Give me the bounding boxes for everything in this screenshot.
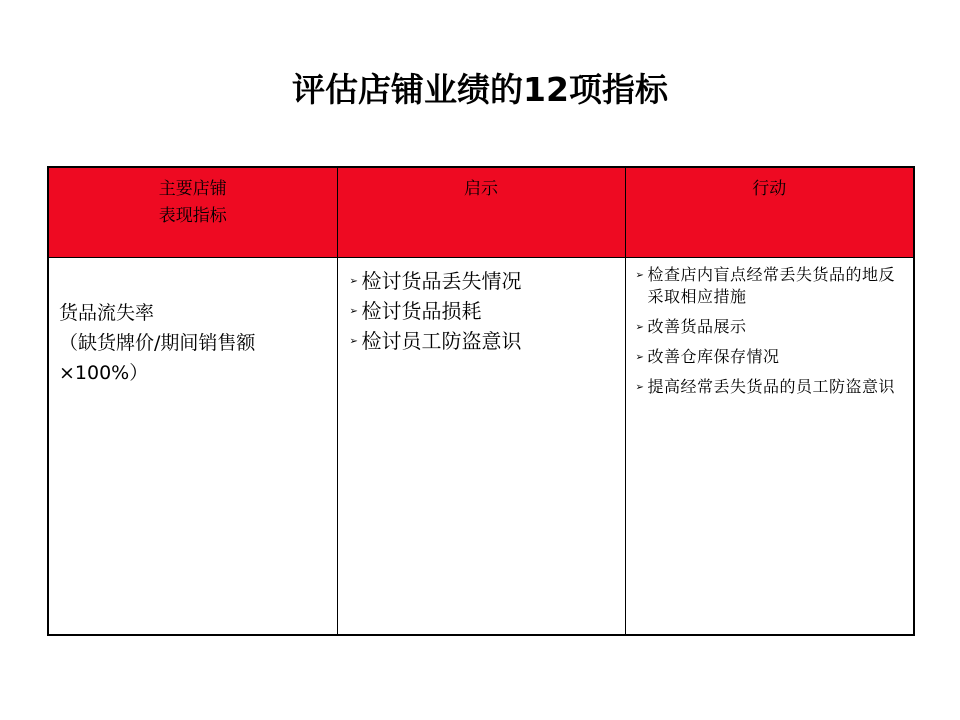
insight-text: 检讨货品丢失情况 (361, 268, 522, 293)
header-metric (48, 167, 337, 257)
list-item (636, 264, 906, 308)
list-item (350, 266, 619, 296)
metrics-table (47, 166, 915, 636)
list-item (350, 326, 619, 356)
list-item (636, 346, 906, 368)
arrow-bullet-icon: ➢ (349, 305, 358, 317)
list-item (636, 316, 906, 338)
table-row (48, 257, 914, 635)
header-insight-label: 启示 (464, 179, 498, 199)
action-text: 改善货品展示 (647, 316, 747, 336)
insight-list (350, 266, 619, 356)
metric-formula-line-2: ×100%） (59, 361, 149, 384)
insight-text: 检讨员工防盗意识 (361, 328, 522, 353)
metric-formula-line-1: （缺货牌价/期间销售额 (59, 331, 256, 354)
list-item (350, 296, 619, 326)
slide-title: 评估店铺业绩的12项指标 (292, 70, 668, 109)
arrow-bullet-icon: ➢ (635, 269, 645, 281)
insight-text: 检讨货品损耗 (361, 298, 482, 323)
action-list (636, 264, 906, 398)
metric-cell (48, 257, 337, 635)
list-item (636, 376, 906, 398)
header-action (625, 167, 914, 257)
header-metric-line-1: 主要店铺 (158, 179, 227, 199)
insight-cell (337, 257, 625, 635)
metric-name: 货品流失率 (59, 301, 155, 324)
header-action-label: 行动 (752, 179, 787, 199)
action-cell (625, 257, 914, 635)
header-insight (337, 167, 625, 257)
action-text: 检查店内盲点经常丢失货品的地反采取相应措施 (647, 264, 896, 306)
action-text: 改善仓库保存情况 (647, 346, 780, 366)
table-header-row (48, 167, 914, 257)
arrow-bullet-icon: ➢ (349, 335, 358, 347)
arrow-bullet-icon: ➢ (635, 381, 645, 393)
header-metric-line-2: 表现指标 (158, 206, 227, 226)
arrow-bullet-icon: ➢ (635, 321, 645, 333)
action-text: 提高经常丢失货品的员工防盗意识 (647, 376, 896, 396)
arrow-bullet-icon: ➢ (349, 275, 358, 287)
arrow-bullet-icon: ➢ (635, 351, 645, 363)
